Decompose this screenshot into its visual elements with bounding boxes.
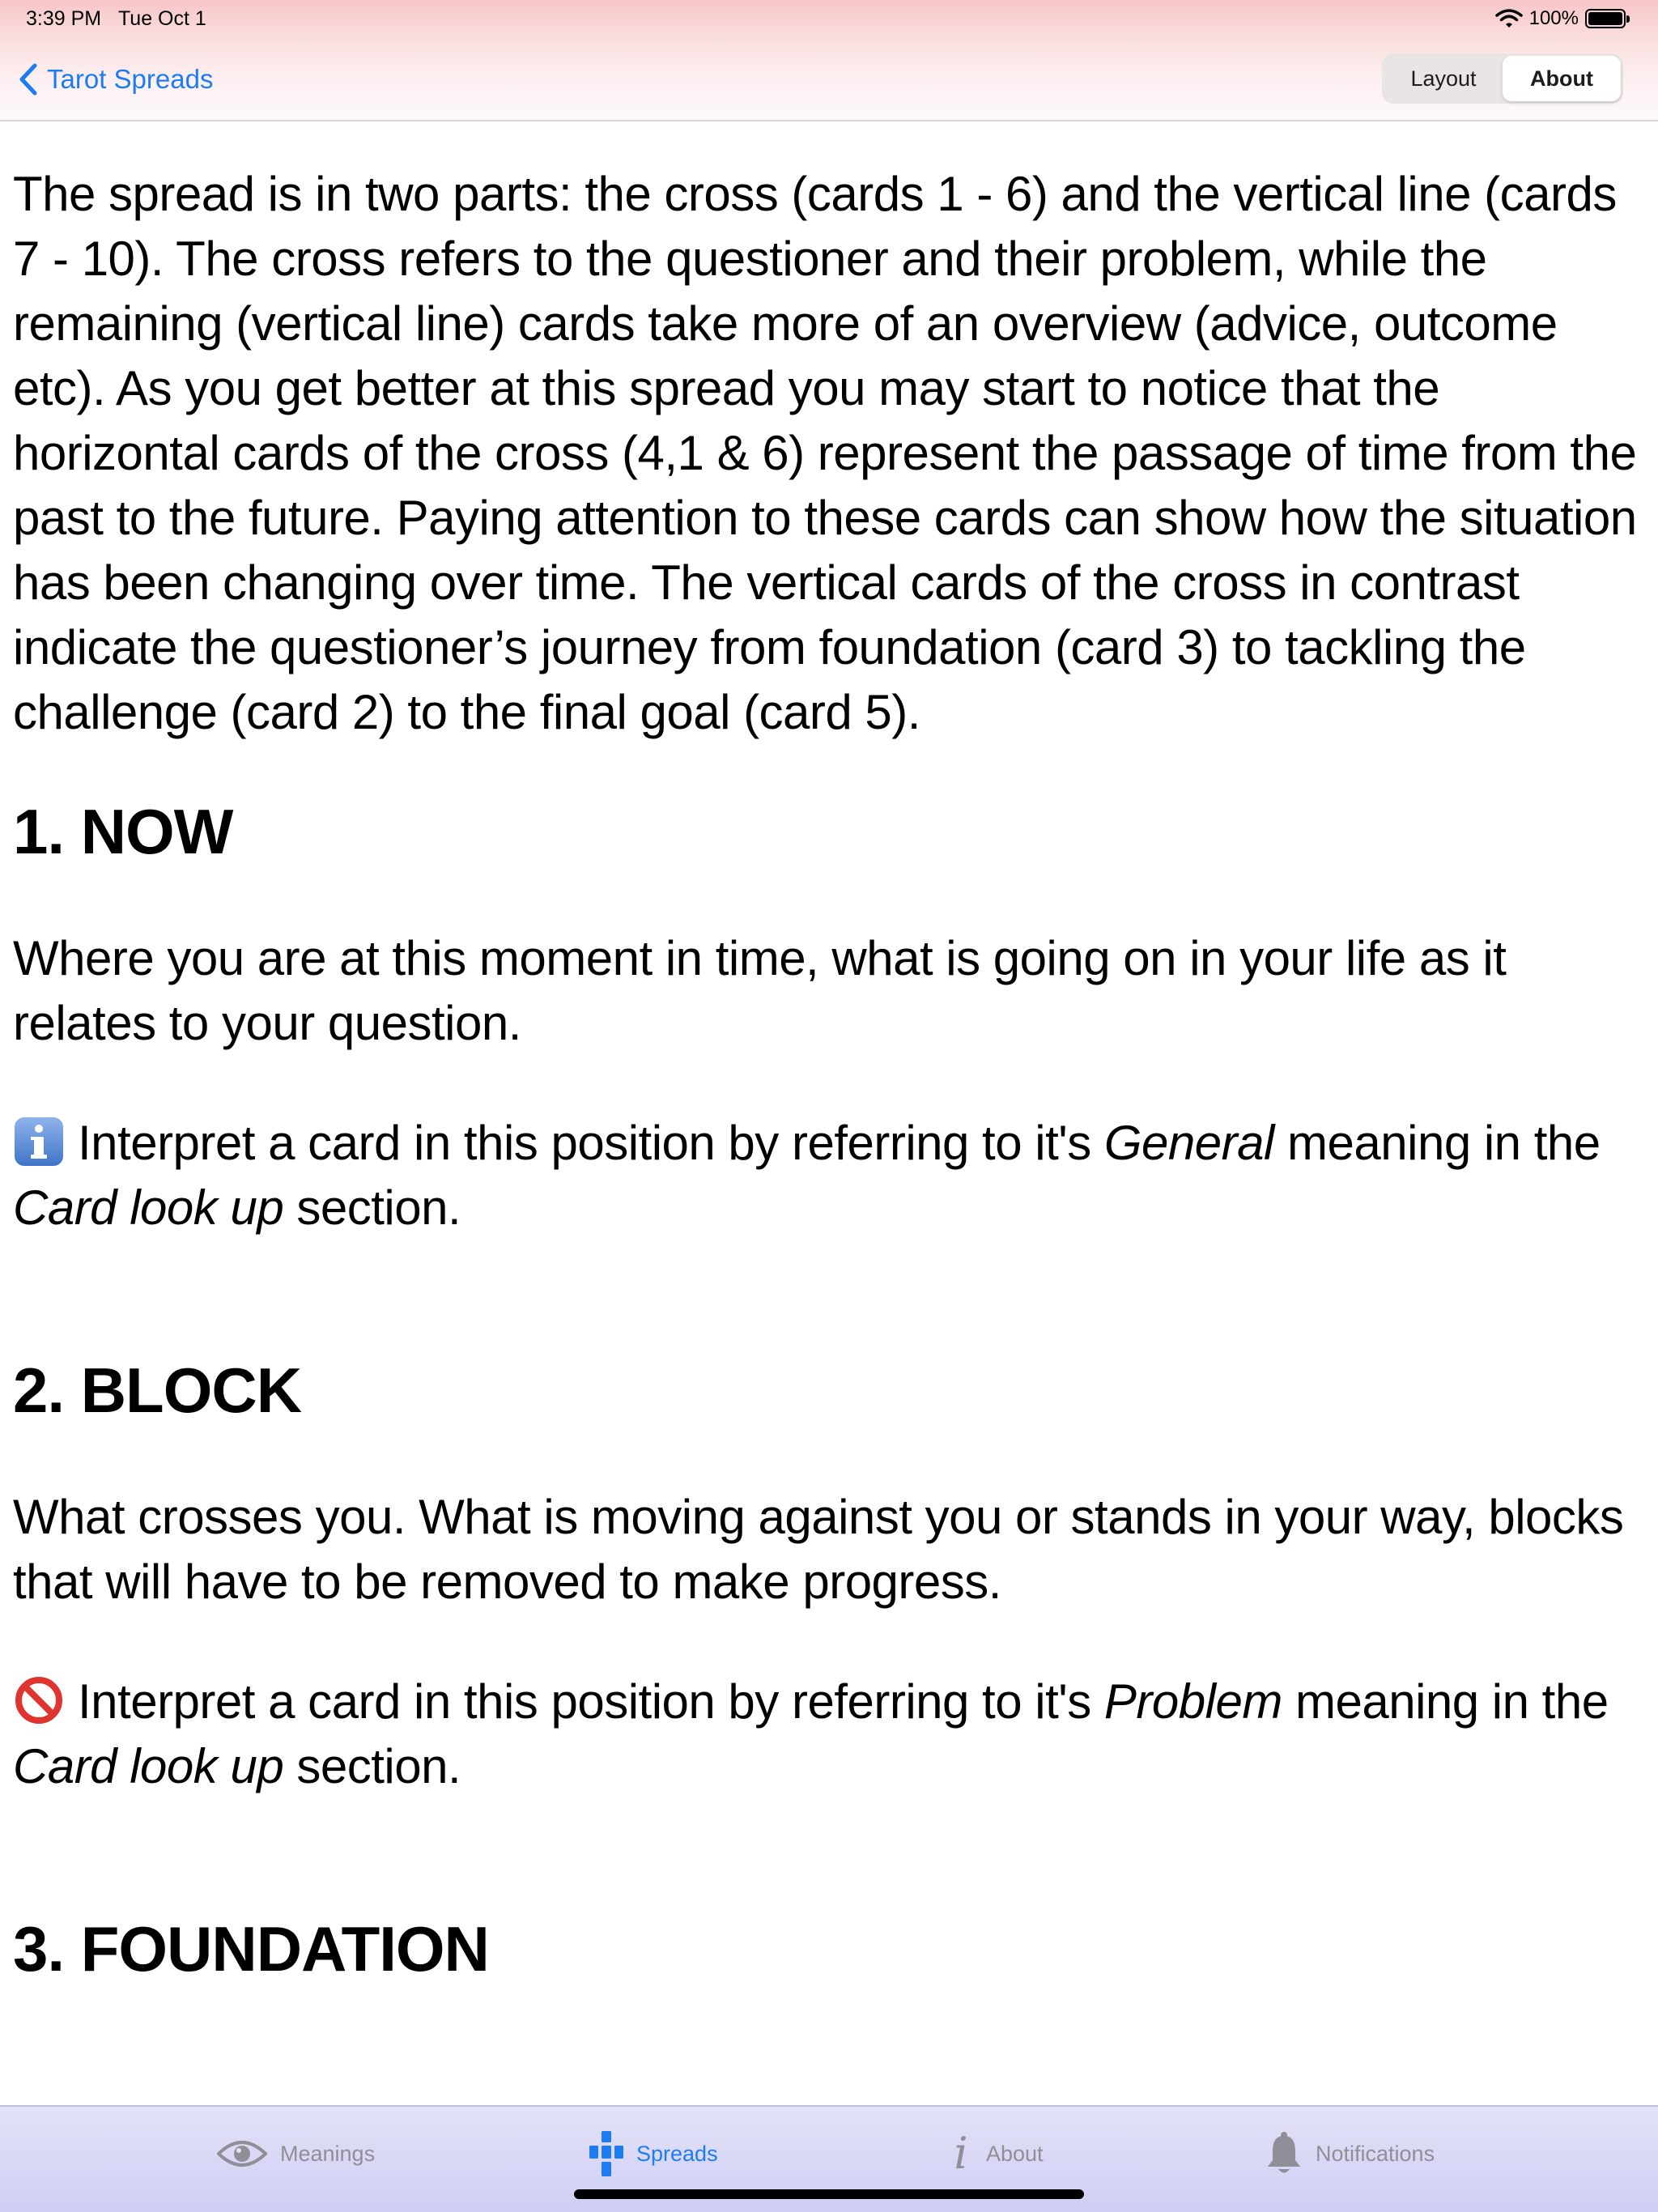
spread-about-content [13, 162, 1645, 1985]
chevron-left-icon [18, 62, 39, 96]
tab-about[interactable] [949, 2128, 1044, 2179]
tab-label: Notifications [1316, 2141, 1435, 2166]
home-indicator[interactable] [574, 2189, 1084, 2199]
interpret-note-block [13, 1670, 1645, 1799]
section-heading-block: 2. BLOCK [13, 1355, 302, 1426]
section-heading-now: 1. NOW [13, 796, 233, 867]
interpret-suffix: section. [283, 1739, 461, 1793]
card-lookup-name: Card look up [13, 1180, 284, 1235]
status-indicators [1495, 6, 1626, 31]
back-label: Tarot Spreads [47, 64, 214, 94]
battery-fill [1588, 12, 1622, 25]
interpret-prefix: Interpret a card in this position by referring to it's [78, 1674, 1104, 1729]
bell-icon [1265, 2131, 1303, 2176]
battery-icon [1585, 9, 1626, 28]
section-description-block: What crosses you. What is moving against you or stands in your way, blocks that will have to be removed to make progress. [13, 1490, 1624, 1609]
tab-label: Spreads [636, 2141, 718, 2166]
meaning-type: Problem [1103, 1674, 1282, 1729]
interpret-middle: meaning in the [1282, 1674, 1609, 1729]
interpret-note-now [13, 1111, 1645, 1240]
status-time [26, 6, 206, 31]
wifi-icon [1495, 9, 1523, 28]
back-button[interactable] [18, 57, 213, 102]
top-bar [0, 0, 1658, 121]
battery-cap [1626, 15, 1630, 23]
information-icon [13, 1116, 65, 1168]
battery-percent: 100% [1528, 7, 1579, 29]
interpret-suffix: section. [283, 1180, 461, 1235]
prohibited-icon [13, 1674, 65, 1726]
interpret-middle: meaning in the [1273, 1116, 1601, 1170]
card-lookup-name: Card look up [13, 1739, 284, 1793]
tab-notifications[interactable] [1265, 2131, 1435, 2176]
status-date: Tue Oct 1 [117, 7, 206, 30]
spread-cross-icon [589, 2131, 623, 2176]
segment-layout[interactable]: Layout [1410, 66, 1477, 91]
tab-meanings[interactable] [217, 2131, 375, 2176]
tab-label: About [986, 2141, 1044, 2166]
eye-icon [217, 2138, 267, 2170]
info-icon: i [954, 2128, 968, 2179]
status-time-value: 3:39 PM [26, 7, 102, 30]
interpret-prefix: Interpret a card in this position by referring to it's [78, 1116, 1104, 1170]
view-segmented-control [1382, 53, 1623, 104]
tab-spreads[interactable] [589, 2131, 718, 2176]
meaning-type: General [1103, 1116, 1274, 1170]
tab-label: Meanings [280, 2141, 376, 2166]
intro-paragraph: The spread is in two parts: the cross (cards 1 - 6) and the vertical line (cards 7 - 10). The cross refers to the questioner and their problem, while the remaining (vertical line) cards take more of an overview (advice, outcome etc). As you get better at this spread you may start to notice that the horizontal cards of the cross (4,1 & 6) represent the passage of time from the past to the future. Paying attention to these cards can show how the situation has been changing over time. The vertical cards of the cross in contrast indicate the questioner’s journey from foundation (card 3) to tackling the challenge (card 2) to the final goal (card 5). [13, 167, 1637, 739]
section-heading-foundation: 3. FOUNDATION [13, 1913, 489, 1984]
segment-about[interactable]: About [1503, 56, 1621, 101]
section-description-now: Where you are at this moment in time, what is going on in your life as it relates to your question. [13, 931, 1507, 1050]
